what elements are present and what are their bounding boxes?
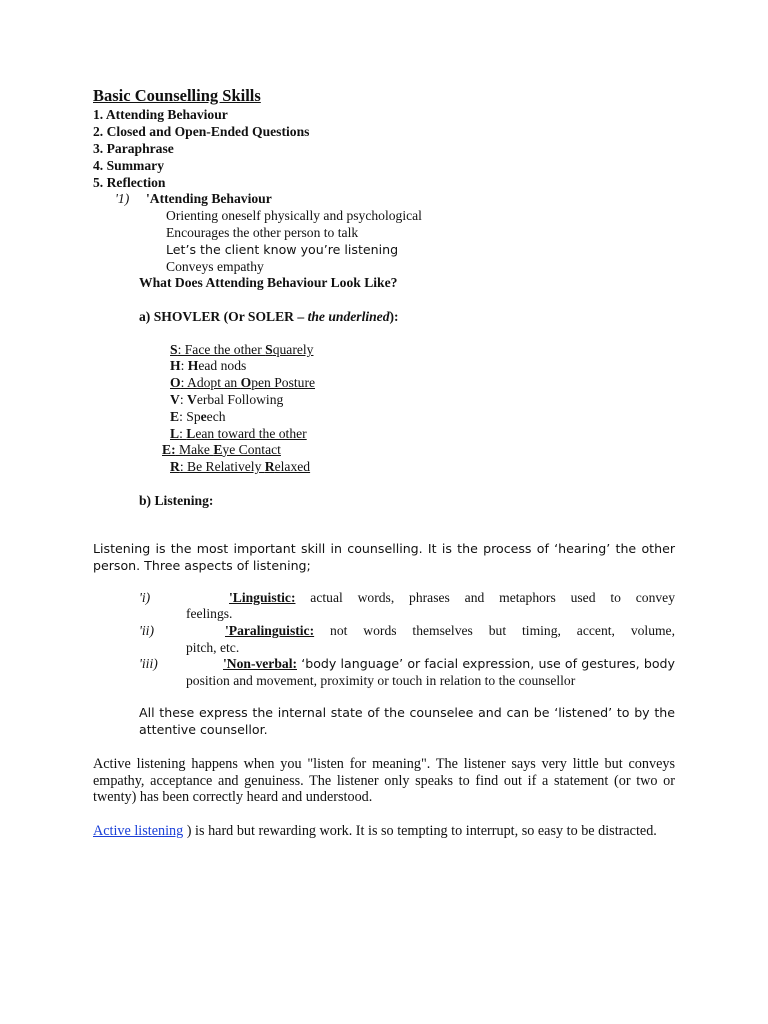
section-heading: 'Attending Behaviour	[146, 191, 272, 206]
shovler-item: V: Verbal Following	[170, 392, 284, 407]
bullet-line: Encourages the other person to talk	[166, 225, 359, 240]
listening-summary: All these express the internal state of the counselee and can be ‘listened’ to by the attentive counsellor.	[139, 705, 675, 737]
active-listening-followup: Active listening ) is hard but rewarding work. It is so tempting to interrupt, so easy to be distracted.	[93, 823, 657, 839]
shovler-heading: a) SHOVLER (Or SOLER – the underlined):	[139, 309, 399, 324]
aspect-continued: pitch, etc.	[186, 640, 240, 655]
listening-intro: Listening is the most important skill in counselling. It is the process of ‘hearing’ the other person. Three aspects of listening;	[93, 541, 675, 573]
active-listening-paragraph: Active listening happens when you "listen for meaning". The listener says very little but conveys empathy, acceptance and genuiness. The listener only speaks to find out if a statement (or two or twenty) has been correctly heard and understood.	[93, 756, 675, 805]
section-question: What Does Attending Behaviour Look Like?	[139, 275, 398, 290]
section-number: '1)	[115, 191, 130, 206]
listening-heading: b) Listening:	[139, 493, 214, 508]
shovler-item: E: Make Eye Contact	[162, 442, 281, 457]
shovler-item: E: Speech	[170, 409, 226, 424]
toc-item: 5. Reflection	[93, 175, 166, 190]
aspect-continued: feelings.	[186, 606, 233, 621]
aspect-line: 'Paralinguistic: not words themselves but timing, accent, volume,	[225, 623, 675, 638]
shovler-item: S: Face the other Squarely	[170, 342, 314, 357]
bullet-line: Conveys empathy	[166, 259, 264, 274]
toc-item: 1. Attending Behaviour	[93, 107, 228, 122]
aspect-number: 'ii)	[139, 623, 154, 638]
aspect-number: 'i)	[139, 590, 151, 605]
aspect-number: 'iii)	[139, 656, 158, 671]
toc-item: 2. Closed and Open-Ended Questions	[93, 124, 310, 139]
aspect-continued: position and movement, proximity or touch in relation to the counsellor	[186, 673, 576, 688]
aspect-line: 'Linguistic: actual words, phrases and metaphors used to convey	[229, 590, 675, 605]
bullet-line: Let’s the client know you’re listening	[166, 242, 399, 257]
aspect-line: 'Non-verbal: ‘body language’ or facial expression, use of gestures, body	[223, 656, 675, 671]
active-listening-link[interactable]: Active listening	[93, 823, 184, 839]
shovler-item: H: Head nods	[170, 358, 247, 373]
shovler-item: L: Lean toward the other	[170, 426, 307, 441]
toc-item: 4. Summary	[93, 158, 164, 173]
bullet-line: Orienting oneself physically and psychological	[166, 208, 422, 223]
shovler-item: O: Adopt an Open Posture	[170, 375, 316, 390]
shovler-item: R: Be Relatively Relaxed	[170, 459, 311, 474]
toc-item: 3. Paraphrase	[93, 141, 174, 156]
page-title: Basic Counselling Skills	[93, 86, 261, 105]
